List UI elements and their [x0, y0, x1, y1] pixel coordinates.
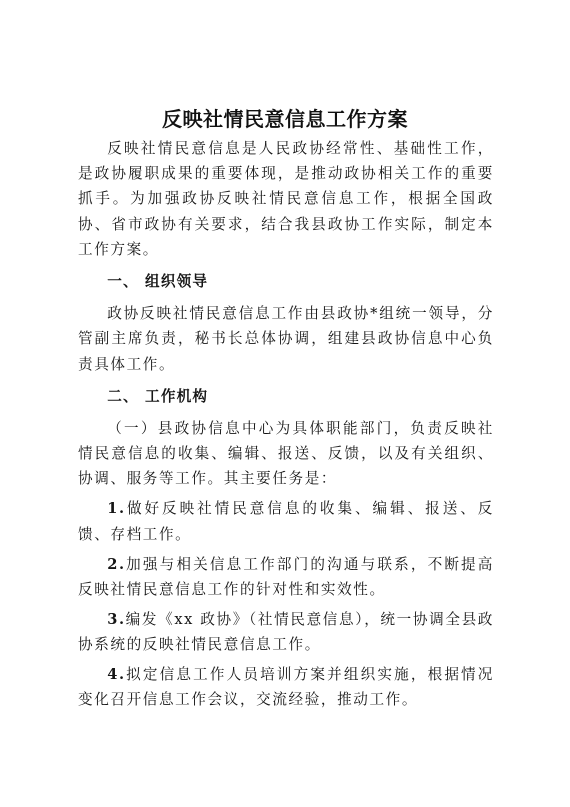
document-title: 反映社情民意信息工作方案	[162, 107, 408, 131]
task-item-text: 做好反映社情民意信息的收集、编辑、报送、反馈、存档工作。	[78, 500, 494, 543]
task-item-text: 加强与相关信息工作部门的沟通与联系，不断提高反映社情民意信息工作的针对性和实效性。	[78, 555, 494, 598]
task-item-number: 3.	[107, 610, 126, 628]
intro-paragraph: 反映社情民意信息是人民政协经常性、基础性工作，是政协履职成果的重要体现，是推动政协相关工作的重要抓手。为加强政协反映社情民意信息工作，根据全国政协、省市政协有关要求，结合我县政协工作实际，制定本工作方案。	[78, 140, 494, 258]
task-item-text: 拟定信息工作人员培训方案并组织实施，根据情况变化召开信息工作会议，交流经验，推动工作。	[78, 666, 494, 709]
section-heading-work-structure: 二、 工作机构	[107, 387, 209, 405]
task-item	[78, 662, 494, 712]
section-paragraph-organization: 政协反映社情民意信息工作由县政协*组统一领导，分管副主席负责，秘书长总体协调，组建县政协信息中心负责具体工作。	[78, 305, 494, 373]
task-item	[78, 496, 494, 546]
task-item-number: 2.	[107, 555, 126, 573]
section-paragraph-work-structure: （一）县政协信息中心为具体职能部门，负责反映社情民意信息的收集、编辑、报送、反馈，以及有关组织、协调、服务等工作。其主要任务是：	[78, 420, 494, 488]
section-heading-organization: 一、 组织领导	[107, 273, 209, 291]
task-item-number: 4.	[107, 666, 126, 684]
task-item	[78, 607, 494, 657]
task-item	[78, 552, 494, 602]
document-body	[78, 136, 494, 717]
task-item-number: 1.	[107, 500, 126, 518]
task-item-text: 编发《xx 政协》（社情民意信息），统一协调全县政协系统的反映社情民意信息工作。	[78, 610, 494, 654]
